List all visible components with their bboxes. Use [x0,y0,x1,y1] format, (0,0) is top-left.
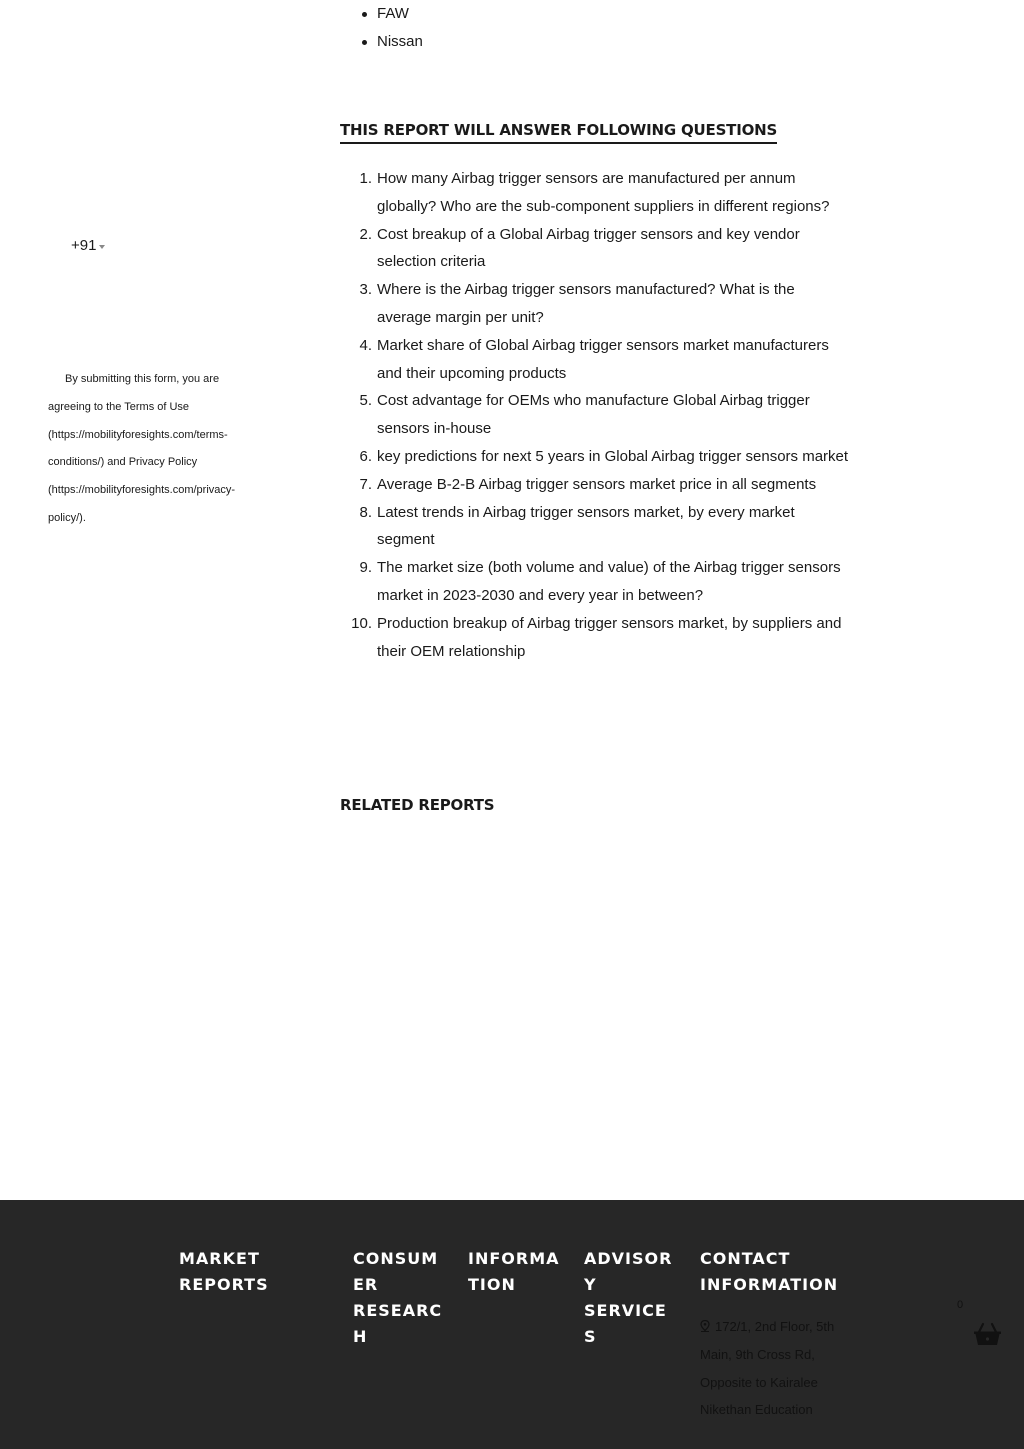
list-item [359,471,852,499]
consent-text [48,366,253,533]
contact-address [700,1313,850,1424]
question-line: Cost advantage for OEMs who manufacture Global Airbag trigger [377,392,810,410]
list-number: 7. [359,475,372,493]
footer-heading-line: S [584,1327,597,1346]
list-item [359,499,852,555]
question-line: average margin per unit? [377,308,544,326]
country-code-value: +91 [71,237,97,254]
consent-line: (https://mobilityforesights.com/privacy- [48,484,236,497]
country-code-select[interactable] [71,235,105,257]
list-item [359,443,852,471]
question-line: selection criteria [377,253,486,271]
list-item [359,332,852,388]
address-line: Main, 9th Cross Rd, [700,1346,815,1362]
list-item: Nissan [377,28,423,56]
consent-line: By submitting this form, you are [65,373,220,385]
footer-heading-line: ER [353,1275,379,1294]
question-line: globally? Who are the sub-component suppliers in different regions? [377,197,830,215]
footer-heading-market-reports[interactable] [179,1246,269,1298]
manufacturers-list [377,0,423,56]
list-number: 4. [359,336,372,354]
map-pin-icon [700,1320,710,1332]
list-number: 3. [359,281,372,299]
list-number: 10. [351,614,372,632]
consent-line: agreeing to the Terms of Use [48,400,190,413]
footer-heading-line: RESEARC [353,1301,443,1320]
list-number: 9. [359,559,372,577]
list-item [351,610,852,666]
list-item: FAW [377,0,423,28]
questions-heading: THIS REPORT WILL ANSWER FOLLOWING QUESTIONS [340,118,777,144]
question-line: and their upcoming products [377,364,567,382]
questions-list [351,165,852,665]
question-line: their OEM relationship [377,642,526,660]
caret-down-icon [99,245,105,249]
address-line: 172/1, 2nd Floor, 5th [715,1319,835,1334]
question-line: Where is the Airbag trigger sensors manufactured? What is the [377,281,795,299]
address-line: Nikethan Education [700,1402,813,1418]
question-line: Market share of Global Airbag trigger sensors market manufacturers [377,336,829,354]
footer-heading-line: SERVICE [584,1301,667,1320]
footer-heading-line: ADVISOR [584,1249,673,1268]
question-line: Cost breakup of a Global Airbag trigger sensors and key vendor [377,225,800,243]
list-number: 6. [359,447,372,465]
list-item [359,276,852,332]
list-item [359,387,852,443]
site-footer [0,1200,1024,1449]
question-line: segment [377,531,435,549]
footer-heading-advisory-services[interactable] [584,1246,672,1350]
cart-count-badge: 0 [957,1299,964,1311]
footer-heading-consumer-research[interactable] [353,1246,442,1350]
footer-heading-contact-information [700,1246,838,1298]
footer-heading-line: CONSUM [353,1249,439,1268]
list-item [359,554,852,610]
question-line: How many Airbag trigger sensors are manufactured per annum [377,170,796,187]
consent-line: (https://mobilityforesights.com/terms- [48,428,228,441]
related-reports-heading: RELATED REPORTS [340,796,495,814]
question-line: market in 2023-2030 and every year in between? [377,586,704,604]
list-number: 2. [359,225,372,243]
question-line: Production breakup of Airbag trigger sensors market, by suppliers and [377,614,842,632]
footer-heading-line: H [353,1327,368,1346]
question-line: Average B-2-B Airbag trigger sensors market price in all segments [377,475,817,493]
footer-heading-line: TION [468,1275,516,1294]
question-line: Latest trends in Airbag trigger sensors market, by every market [377,503,795,521]
question-line: sensors in-house [377,420,492,438]
question-line: The market size (both volume and value) of the Airbag trigger sensors [377,559,841,577]
shopping-basket-icon[interactable] [973,1322,1002,1346]
list-number: 5. [359,392,372,410]
footer-heading-line: Y [584,1275,597,1294]
consent-line: conditions/) and Privacy Policy [48,456,198,469]
list-number: 8. [359,503,372,521]
footer-heading-line: MARKET [179,1249,260,1268]
address-line: Opposite to Kairalee [700,1374,818,1390]
consent-line: policy/). [48,511,86,524]
footer-heading-line: INFORMA [468,1249,560,1268]
list-item [359,221,852,277]
question-line: key predictions for next 5 years in Global Airbag trigger sensors market [377,447,849,465]
footer-heading-line: INFORMATION [700,1275,839,1294]
list-number: 1. [359,170,372,187]
list-item [359,165,852,221]
footer-heading-line: CONTACT [700,1249,791,1268]
footer-heading-information[interactable] [468,1246,560,1298]
footer-heading-line: REPORTS [179,1275,269,1294]
